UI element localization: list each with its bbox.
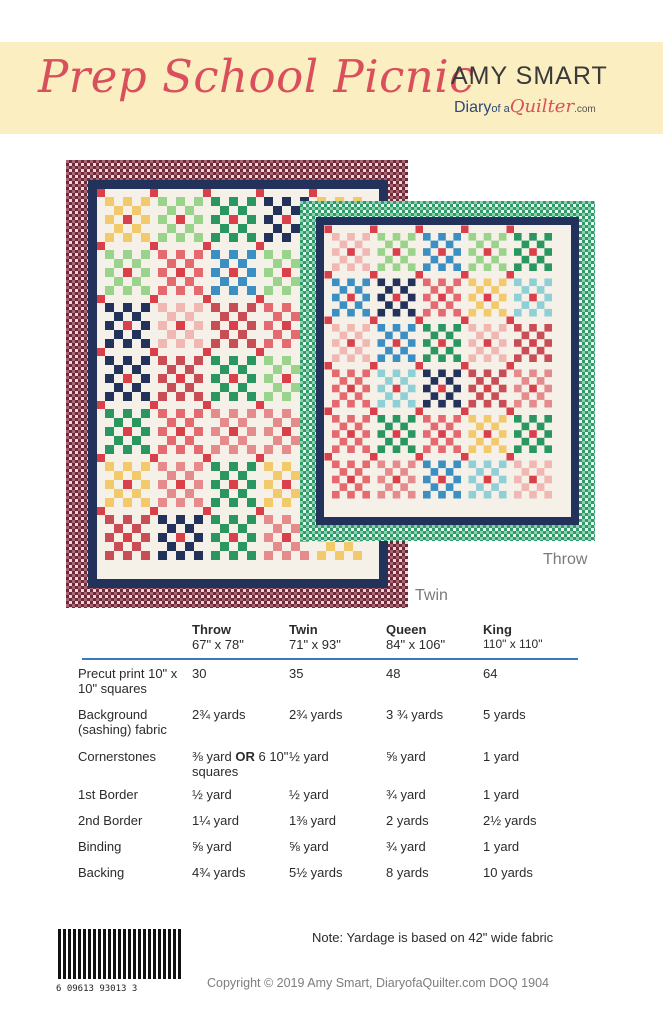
- barcode: [56, 929, 184, 993]
- yardage-note: Note: Yardage is based on 42" wide fabric: [312, 930, 554, 945]
- table-row: 2nd Border 1¼ yard 1⅜ yard 2 yards 2½ yards: [78, 809, 573, 835]
- row-label: 1st Border: [78, 787, 138, 802]
- table-header-row: [78, 622, 573, 656]
- barcode-digits: 6 09613 93013 3: [56, 984, 138, 993]
- row-label: 2nd Border: [78, 813, 143, 828]
- row-label: Precut print 10" x 10" squares: [78, 666, 178, 696]
- row-label: Background (sashing) fabric: [78, 707, 167, 737]
- row-label: Binding: [78, 839, 122, 854]
- throw-caption: Throw: [543, 551, 588, 568]
- brand-logo: Diaryof aQuilter.com: [454, 96, 596, 117]
- row-label: Backing: [78, 865, 125, 880]
- table-header-rule: [82, 658, 578, 660]
- throw-quilt-image: [300, 201, 595, 541]
- pattern-title: Prep School Picnic: [38, 50, 475, 103]
- table-row: Backing 4¾ yards 5½ yards 8 yards 10 yards: [78, 861, 573, 887]
- table-row: Cornerstones ⅜ yard OR 6 10" squares ½ yard ⅝ yard 1 yard: [78, 741, 573, 783]
- column-queen: Queen 84" x 106": [386, 622, 446, 652]
- author-name: AMY SMART: [451, 62, 608, 90]
- column-twin: Twin 71" x 93": [289, 622, 341, 652]
- copyright-footer: Copyright © 2019 Amy Smart, DiaryofaQuilter.com DOQ 1904: [207, 976, 549, 990]
- column-throw: Throw 67" x 78": [192, 622, 244, 652]
- row-label: Cornerstones: [78, 749, 157, 764]
- yardage-table: [78, 622, 573, 887]
- table-row: 1st Border ½ yard ½ yard ¾ yard 1 yard: [78, 783, 573, 809]
- table-row: Binding ⅝ yard ⅝ yard ¾ yard 1 yard: [78, 835, 573, 861]
- table-row: Background (sashing) fabric 2¾ yards 2¾ yards 3 ¾ yards 5 yards: [78, 699, 573, 741]
- twin-caption: Twin: [415, 587, 448, 604]
- table-row: Precut print 10" x 10" squares 30 35 48 64: [78, 656, 573, 699]
- column-king: King 110" x 110": [483, 622, 543, 651]
